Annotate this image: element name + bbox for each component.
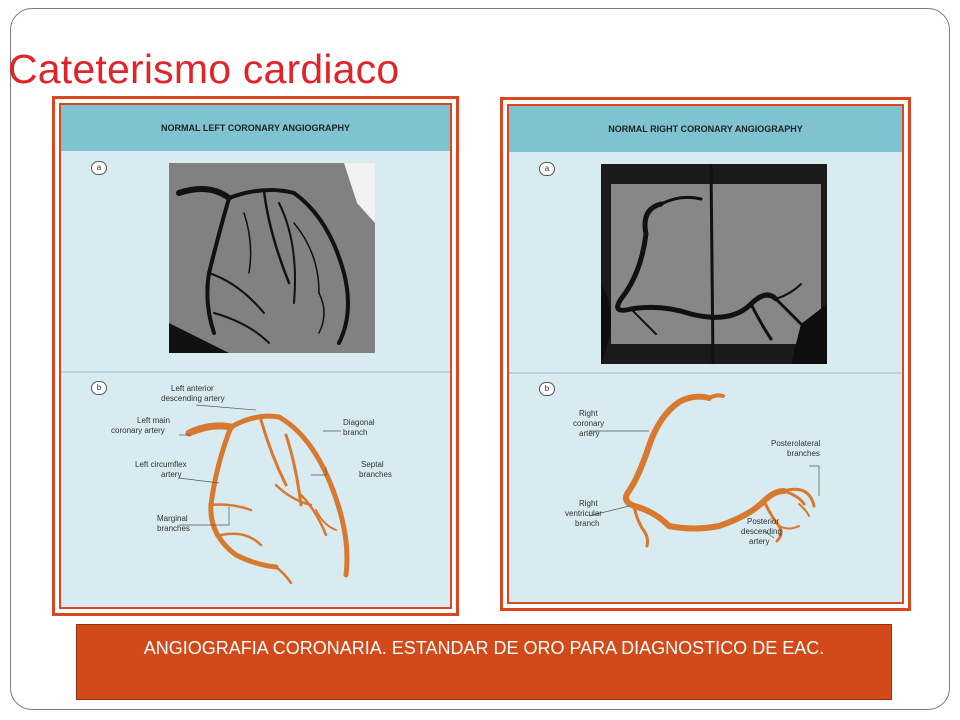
left-callout-lmain-1: Left main [137,416,170,425]
left-callout-lcx-2: artery [161,470,182,479]
left-artery-diagram [61,105,452,609]
left-label-a: a [91,161,107,175]
right-label-b: b [539,382,555,396]
left-callout-sept-2: branches [359,470,392,479]
right-callout-rca-3: artery [579,429,600,438]
right-label-a: a [539,162,555,176]
left-callout-marg-1: Marginal [157,514,188,523]
right-coronary-figure [500,97,911,611]
left-callout-diag-1: Diagonal [343,418,375,427]
right-figure-header: NORMAL RIGHT CORONARY ANGIOGRAPHY [509,106,902,152]
right-figure-inner [507,104,904,604]
right-callout-rca-1: Right [579,409,598,418]
left-callout-marg-2: branches [157,524,190,533]
left-callout-lmain-2: coronary artery [111,426,165,435]
slide-title: Cateterismo cardiaco [8,46,400,92]
left-callout-lad-2: descending artery [161,394,225,403]
slide-caption: ANGIOGRAFIA CORONARIA. ESTANDAR DE ORO PARA DIAGNOSTICO DE EAC. [76,624,892,700]
right-callout-pd-3: artery [749,537,770,546]
right-artery-diagram [509,106,904,604]
right-callout-pd-2: descending [741,527,782,536]
left-label-b: b [91,381,107,395]
left-callout-diag-2: branch [343,428,368,437]
left-figure-header: NORMAL LEFT CORONARY ANGIOGRAPHY [61,105,450,151]
right-callout-rv-1: Right [579,499,598,508]
right-callout-pd-1: Posterior [747,517,780,526]
right-callout-rv-3: branch [575,519,600,528]
right-callout-rca-2: coronary [573,419,605,428]
left-callout-sept-1: Septal [361,460,384,469]
left-figure-inner [59,103,452,609]
right-callout-pl-1: Posterolateral [771,439,821,448]
left-coronary-figure [52,96,459,616]
left-callout-lcx-1: Left circumflex [135,460,187,469]
left-callout-lad-1: Left anterior [171,384,214,393]
right-callout-pl-2: branches [787,449,820,458]
right-callout-rv-2: ventricular [565,509,602,518]
